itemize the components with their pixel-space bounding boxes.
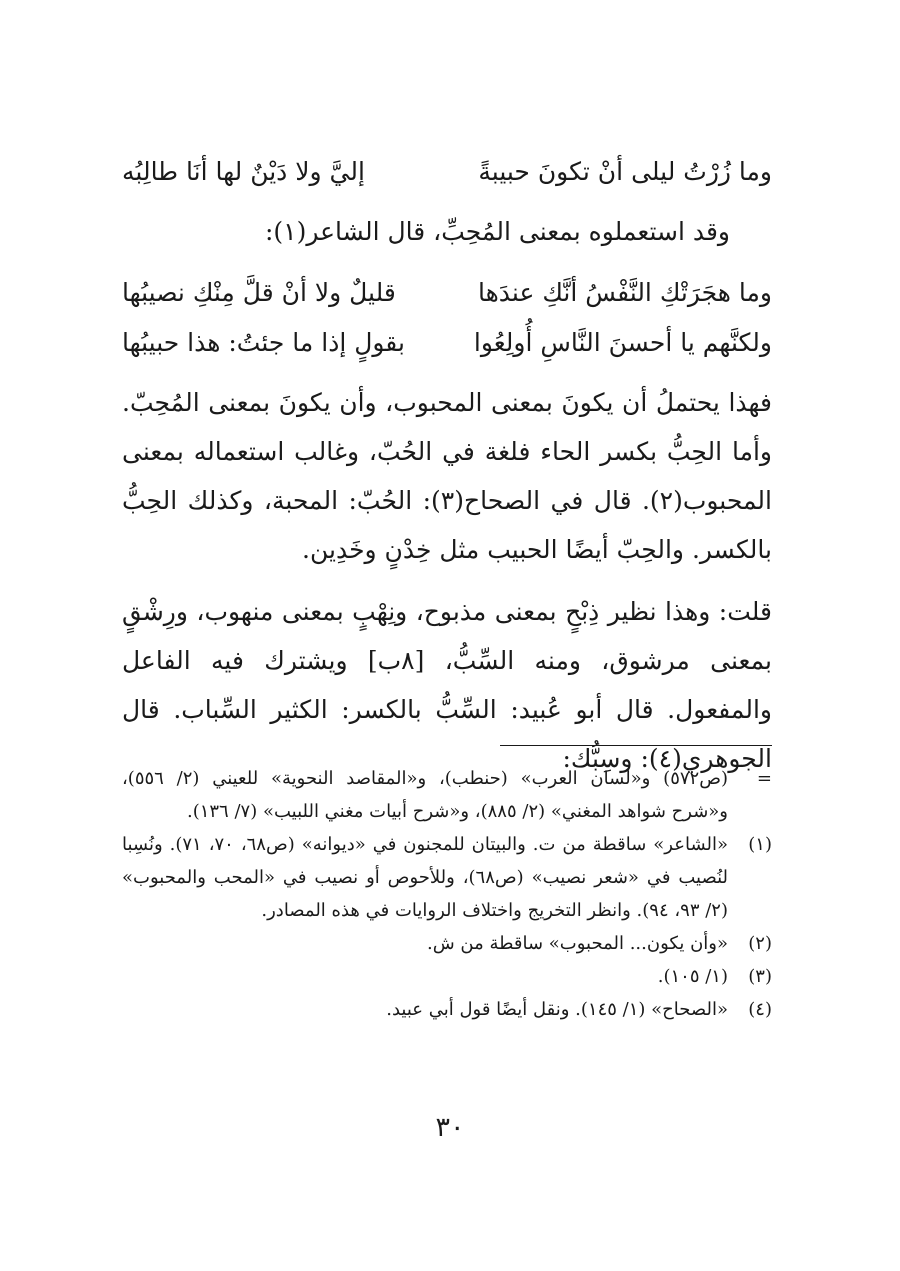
footnote-continued	[122, 762, 772, 828]
footnote-marker: (٢)	[748, 933, 772, 954]
footnote-1	[122, 828, 772, 927]
body-paragraph-2: قلت: وهذا نظير ذِبْحٍ بمعنى مذبوح، ونِهْبٍ بمعنى منهوب، ورِشْقٍ بمعنى مرشوق، ومنه السِّبُّ، [٨ب] ويشترك فيه الفاعل والمفعول. قال أبو عُبيد: السِّبُّ بالكسر: الكثير السِّباب. قال الجوهري(٤): وسِبُّك:	[122, 597, 772, 773]
verse-line-1	[122, 148, 772, 196]
verse-2-second-hemistich: قليلٌ ولا أنْ قلَّ مِنْكِ نصيبُها	[122, 278, 396, 307]
footnote-text: «وأن يكون... المحبوب» ساقطة من ش.	[427, 933, 728, 954]
footnote-separator	[500, 745, 772, 746]
footnote-text: (ص٥٧٢) و«لسان العرب» (حنطب)، و«المقاصد النحوية» للعيني (٢/ ٥٥٦)، و«شرح شواهد المغني» (٢/ ٨٨٥)، و«شرح أبيات مغني اللبيب» (٧/ ١٣٦).	[122, 768, 728, 822]
footnote-marker: (٣)	[748, 966, 772, 987]
footnote-marker: =	[756, 768, 772, 789]
poem-block	[122, 268, 772, 368]
footnotes-section	[122, 762, 772, 1026]
footnote-2	[122, 927, 772, 960]
footnote-marker: (٤)	[748, 999, 772, 1020]
verse-line-3	[122, 318, 772, 368]
page-number: ٣٠	[435, 1112, 465, 1143]
footnote-marker: (١)	[748, 834, 772, 855]
verse-3-second-hemistich: بقولٍ إذا ما جئتُ: هذا حبيبُها	[122, 328, 405, 357]
footnote-text: «الشاعر» ساقطة من ت. والبيتان للمجنون في «ديوانه» (ص٦٨، ٧٠، ٧١). ونُسِبا لنُصيب في «شعر نصيب» (ص٦٨)، وللأحوص أو نصيب في «المحب والمحبوب» (٢/ ٩٣، ٩٤). وانظر التخريج واختلاف الروايات في هذه المصادر.	[122, 834, 729, 921]
verse-line-2	[122, 268, 772, 318]
verse-1-first-hemistich: وما زُرْتُ ليلى أنْ تكونَ حبيبةً	[478, 157, 772, 186]
verse-1-second-hemistich: إليَّ ولا دَيْنٌ لها أنَا طالِبُه	[122, 157, 365, 186]
footnote-text: «الصحاح» (١/ ١٤٥). ونقل أيضًا قول أبي عبيد.	[386, 999, 728, 1020]
body-paragraph-1: فهذا يحتملُ أن يكونَ بمعنى المحبوب، وأن يكونَ بمعنى المُحِبّ. وأما الحِبُّ بكسر الحاء فلغة في الحُبّ، وغالب استعماله بمعنى المحبوب(٢). قال في الصحاح(٣): الحُبّ: المحبة، وكذلك الحِبُّ بالكسر. والحِبّ أيضًا الحبيب مثل خِدْنٍ وخَدِين.	[122, 388, 772, 564]
footnote-text: (١/ ١٠٥).	[657, 966, 728, 987]
footnote-4	[122, 993, 772, 1026]
footnote-3	[122, 960, 772, 993]
verse-intro-line: وقد استعملوه بمعنى المُحِبِّ، قال الشاعر(١):	[264, 217, 730, 246]
verse-2-first-hemistich: وما هجَرَتْكِ النَّفْسُ أنَّكِ عندَها	[478, 278, 772, 307]
verse-3-first-hemistich: ولكنَّهم يا أحسنَ النَّاسِ أُولِعُوا	[473, 328, 772, 357]
